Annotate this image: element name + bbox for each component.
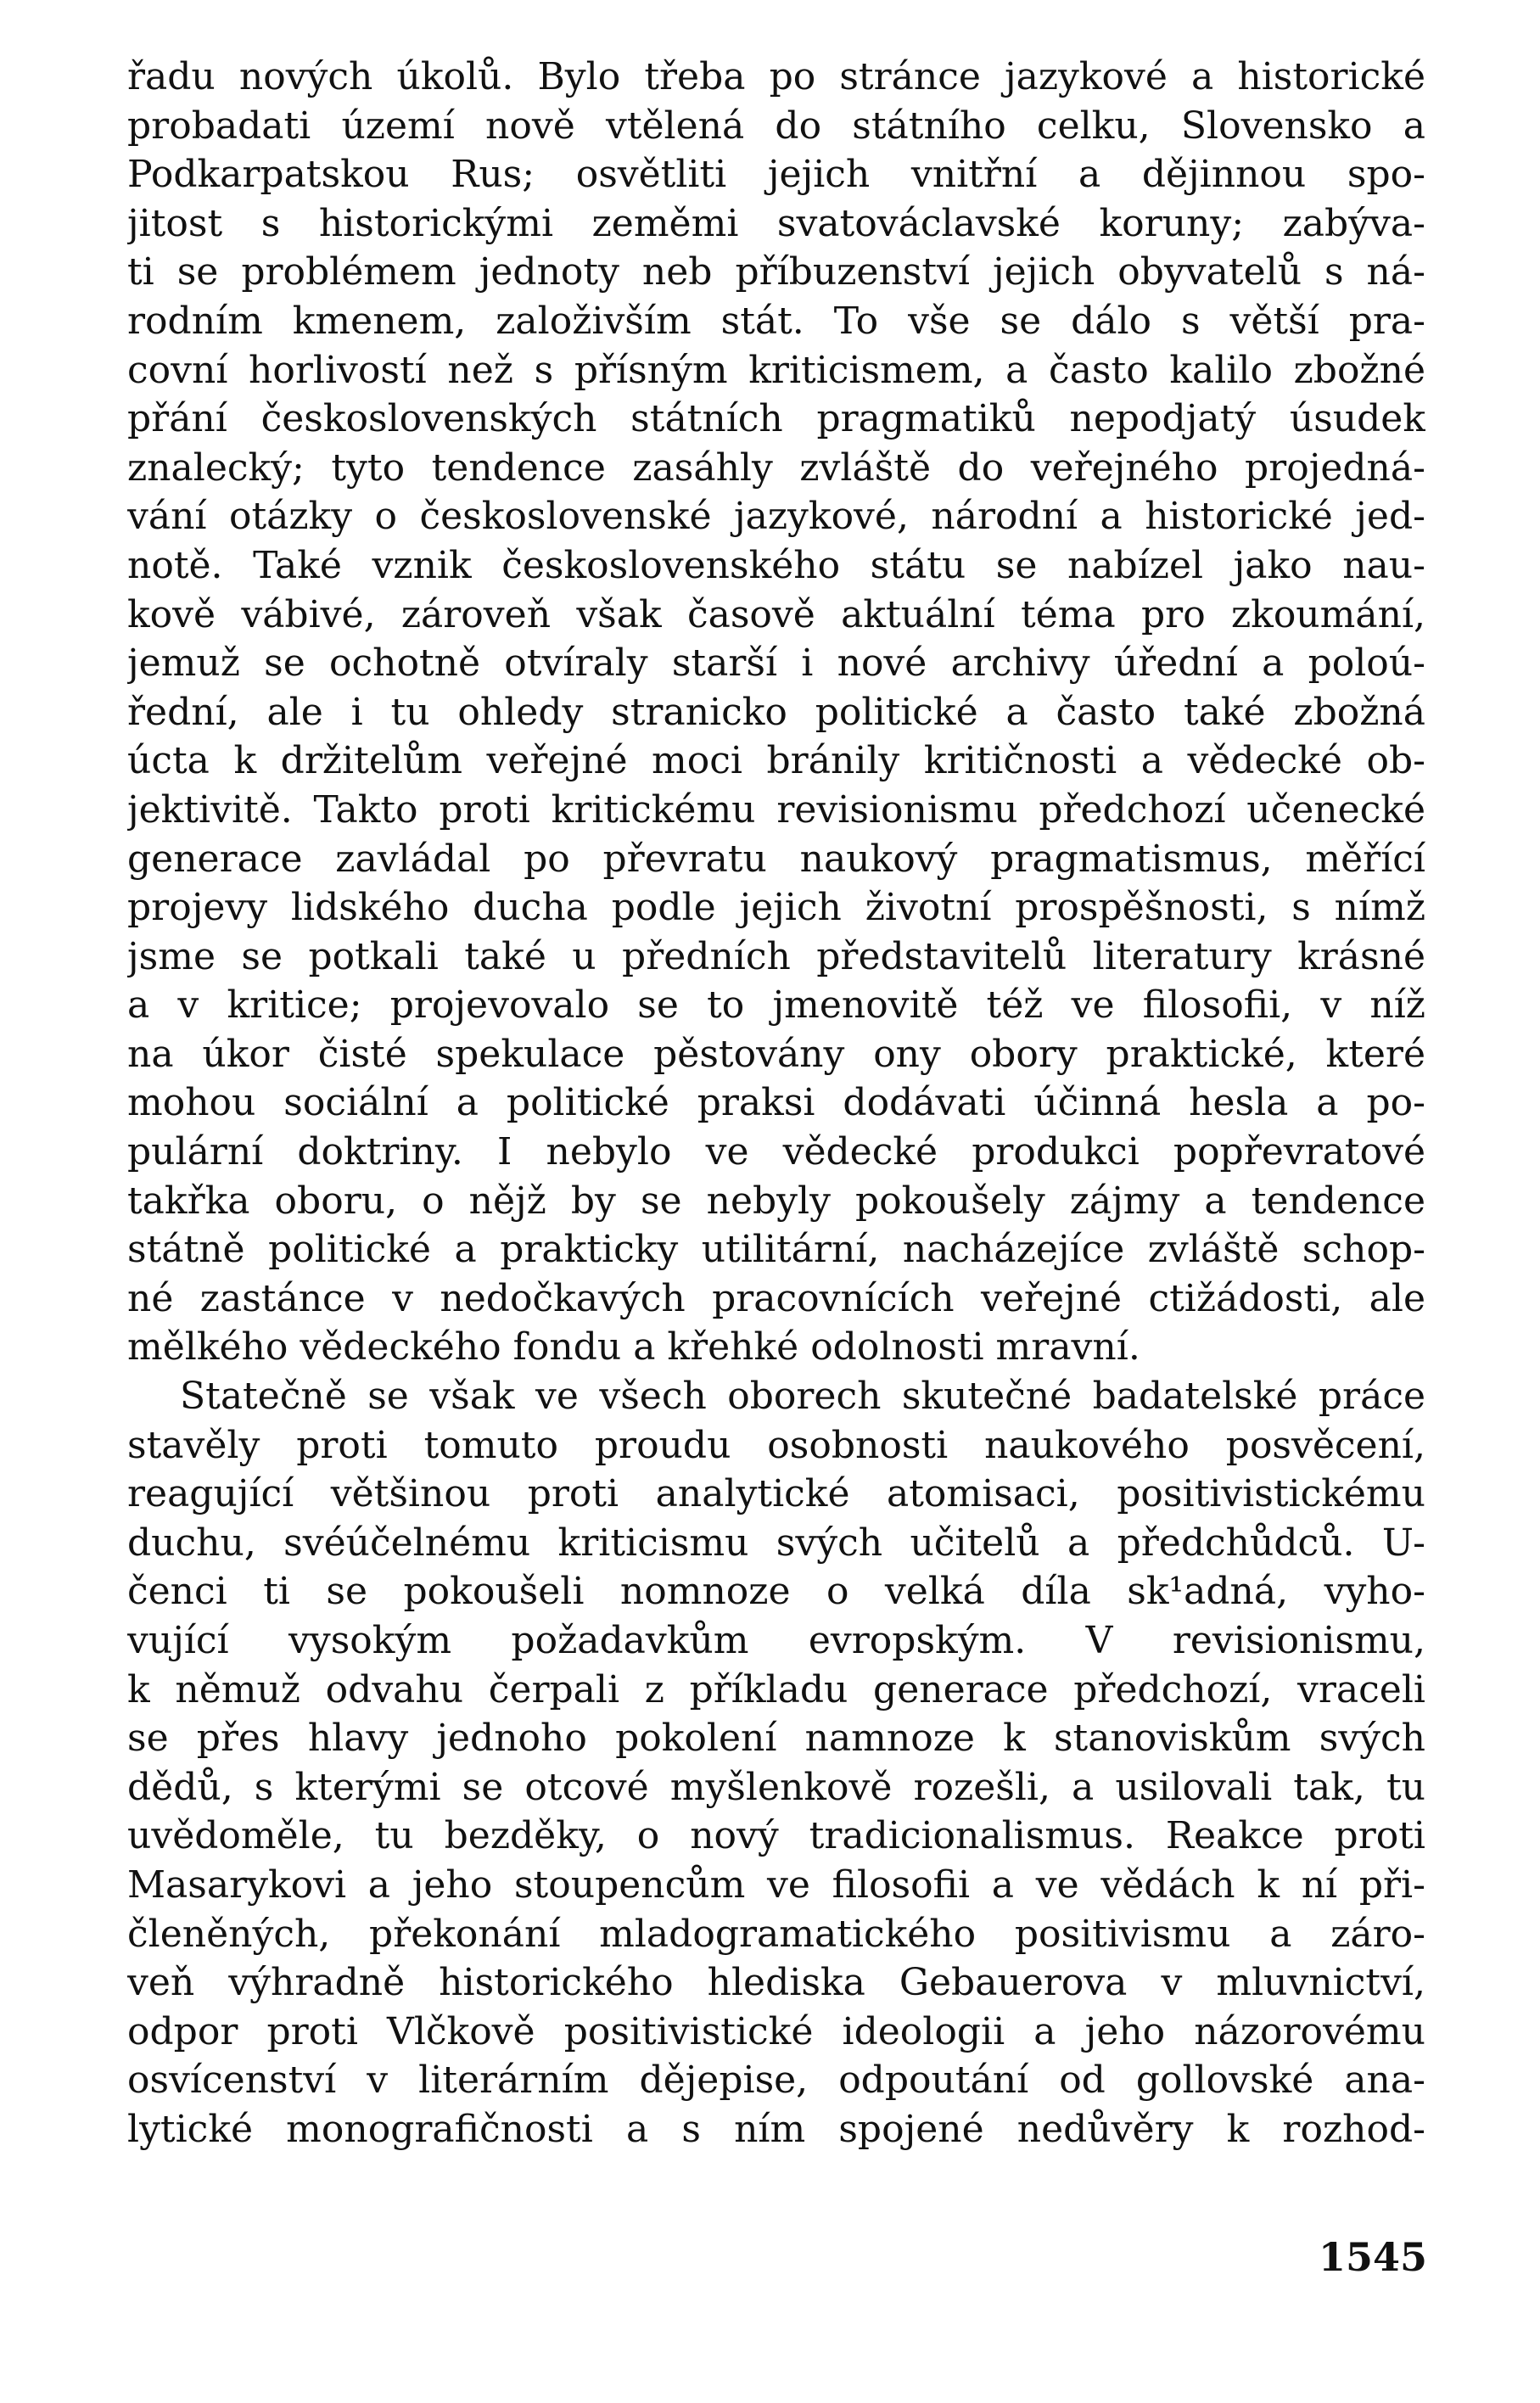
text-line: uvědoměle, tu bezděky, o nový tradicionalismus. Reakce proti — [127, 1814, 1425, 1858]
text-line: takřka oboru, o nějž by se nebyly pokoušely zájmy a tendence — [127, 1179, 1425, 1223]
text-line: duchu, svéúčelnému kriticismu svých učitelů a předchůdců. U- — [127, 1521, 1425, 1565]
text-line: řadu nových úkolů. Bylo třeba po stránce jazykové a historické — [127, 55, 1425, 98]
text-line: mělkého vědeckého fondu a křehké odolnosti mravní. — [127, 1325, 1140, 1370]
text-line: pulární doktriny. I nebylo ve vědecké produkci popřevratové — [127, 1130, 1425, 1174]
text-line: stavěly proti tomuto proudu osobnosti naukového posvěcení, — [127, 1423, 1425, 1467]
text-line: členěných, překonání mladogramatického positivismu a záro- — [127, 1912, 1425, 1956]
text-line: se přes hlavy jednoho pokolení namnoze k stanoviskům svých — [127, 1717, 1425, 1761]
text-line: čenci ti se pokoušeli nomnoze o velká díla sk¹adná, vyho- — [127, 1570, 1425, 1614]
text-line: jemuž se ochotně otvíraly starší i nové archivy úřední a poloú- — [127, 641, 1425, 686]
text-line: přání československých státních pragmatiků nepodjatý úsudek — [127, 397, 1425, 441]
text-line: vání otázky o československé jazykové, národní a historické jed- — [127, 495, 1425, 539]
text-line: státně politické a prakticky utilitární, nacházejíce zvláště schop- — [127, 1228, 1425, 1272]
text-line: jsme se potkali také u předních představitelů literatury krásné — [127, 934, 1425, 978]
text-line: lytické monografičnosti a s ním spojené nedůvěry k rozhod- — [127, 2107, 1425, 2151]
text-line: reagující většinou proti analytické atomisaci, positivistickému — [127, 1472, 1425, 1516]
text-line: k němuž odvahu čerpali z příkladu generace předchozí, vraceli — [127, 1667, 1425, 1711]
paragraph-2 — [127, 1372, 1425, 2154]
text-line: řední, ale i tu ohledy stranicko politické a často také zbožná — [127, 690, 1425, 734]
text-line: kově vábivé, zároveň však časově aktuální téma pro zkoumání, — [127, 592, 1425, 636]
text-line: Podkarpatskou Rus; osvětliti jejich vnitřní a dějinnou spo- — [127, 153, 1425, 197]
text-line: jektivitě. Takto proti kritickému revisionismu předchozí učenecké — [127, 787, 1425, 832]
text-line: osvícenství v literárním dějepise, odpoutání od gollovské ana- — [127, 2059, 1425, 2103]
text-line: generace zavládal po převratu naukový pragmatismus, měřící — [127, 837, 1425, 881]
text-line: rodním kmenem, založivším stát. To vše se dálo s větší pra- — [127, 299, 1425, 343]
text-line: notě. Také vznik československého státu se nabízel jako nau- — [127, 543, 1425, 587]
text-line: ti se problémem jednoty neb příbuzenství jejich obyvatelů s ná- — [127, 250, 1425, 294]
text-line: Statečně se však ve všech oborech skutečné badatelské práce — [180, 1375, 1425, 1419]
text-line: Masarykovi a jeho stoupencům ve filosofii a ve vědách k ní při- — [127, 1862, 1425, 1907]
text-line: znalecký; tyto tendence zasáhly zvláště do veřejného projedná- — [127, 445, 1425, 490]
text-line: projevy lidského ducha podle jejich životní prospěšnosti, s nímž — [127, 886, 1425, 930]
paragraph-1 — [127, 53, 1425, 1372]
text-line: vující vysokým požadavkům evropským. V revisionismu, — [127, 1619, 1425, 1662]
text-line: jitost s historickými zeměmi svatováclavské koruny; zabýva- — [127, 201, 1425, 245]
text-line: né zastánce v nedočkavých pracovnících veřejné ctižádosti, ale — [127, 1276, 1425, 1320]
page-number: 1545 — [1318, 2234, 1427, 2280]
document-page — [127, 53, 1425, 2154]
text-line: mohou sociální a politické praksi dodávati účinná hesla a po- — [127, 1081, 1425, 1125]
text-line: probadati území nově vtělená do státního celku, Slovensko a — [127, 104, 1425, 148]
text-line: úcta k držitelům veřejné moci bránily kritičnosti a vědecké ob- — [127, 739, 1425, 783]
text-line: dědů, s kterými se otcové myšlenkově rozešli, a usilovali tak, tu — [127, 1765, 1425, 1809]
text-line: na úkor čisté spekulace pěstovány ony obory praktické, které — [127, 1032, 1425, 1076]
text-line: veň výhradně historického hlediska Gebauerova v mluvnictví, — [127, 1961, 1425, 2005]
text-line: covní horlivostí než s přísným kriticismem, a často kalilo zbožné — [127, 348, 1425, 392]
text-line: odpor proti Vlčkově positivistické ideologii a jeho názorovému — [127, 2009, 1425, 2053]
text-line: a v kritice; projevovalo se to jmenovitě též ve filosofii, v níž — [127, 983, 1425, 1028]
